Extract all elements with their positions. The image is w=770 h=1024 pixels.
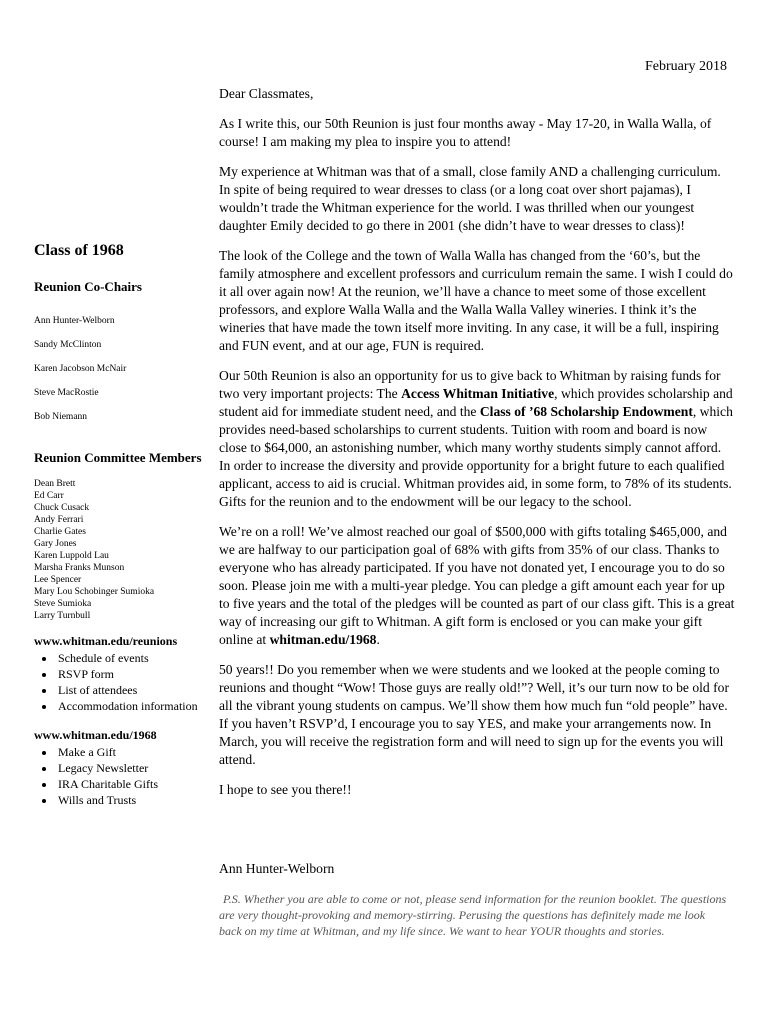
paragraph-text: Our 50th Reunion is also an opportunity for us to give back to Whitman by raising funds for two very important projects: The xyxy=(219,368,721,401)
paragraph xyxy=(219,367,735,511)
reunions-list xyxy=(34,650,204,714)
class-68-scholarship-endowment: Class of ’68 Scholarship Endowment xyxy=(479,404,693,419)
reunions-item: • Accommodation information xyxy=(56,698,204,714)
cochair-name: Ann Hunter-Welborn xyxy=(34,316,115,326)
committee-member: Gary Jones xyxy=(34,539,77,549)
reunions-item: • Schedule of events xyxy=(56,650,204,666)
class-link-item: • Wills and Trusts xyxy=(56,792,204,808)
paragraph: As I write this, our 50th Reunion is just four months away - May 17-20, in Walla Walla, of course! I am making my plea to inspire you to attend! xyxy=(219,116,712,149)
cochairs-list xyxy=(34,309,204,429)
class-link-item: • Make a Gift xyxy=(56,744,204,760)
committee-member: Mary Lou Schobinger Sumioka xyxy=(34,587,155,597)
committee-member: Karen Luppold Lau xyxy=(34,551,109,561)
closing: I hope to see you there!! xyxy=(219,782,352,797)
gift-link[interactable]: whitman.edu/1968 xyxy=(269,632,377,647)
committee-list xyxy=(34,478,204,622)
committee-member: Larry Turnbull xyxy=(34,611,91,621)
reunions-item: • RSVP form xyxy=(56,666,204,682)
paragraph-text: , which provides need-based scholarships to current students. Tuition with room and board is now close to $64,000, an astonishing number, which many worthy students simply cannot afford. In order to increase the diversity and provide opportunity for a bright future to each qualified applicant, access to aid is crucial. Whitman provides aid, in some form, to 78% of its students. Gifts for the reunion and to the endowment will be our legacy to the school. xyxy=(219,404,733,509)
committee-member: Charlie Gates xyxy=(34,527,86,537)
cochair-name: Sandy McClinton xyxy=(34,340,102,350)
sidebar xyxy=(34,242,204,808)
committee-member: Chuck Cusack xyxy=(34,503,90,513)
cochair-name: Bob Niemann xyxy=(34,412,88,422)
class-link-item: • IRA Charitable Gifts xyxy=(56,776,204,792)
paragraph: The look of the College and the town of Walla Walla has changed from the ‘60’s, but the family atmosphere and excellent professors and curriculum remain the same. I wish I could do it all over again now! At the reunion, we’ll have a chance to meet some of those excellent professors, and explore Walla Walla and the Walla Walla Valley wineries. I think it’s the wineries that have made the town itself more inviting. In any case, it will be a full, inspiring and FUN event, and at our age, FUN is required. xyxy=(219,248,733,353)
signature: Ann Hunter-Welborn xyxy=(219,861,335,876)
committee-member: Marsha Franks Munson xyxy=(34,563,125,573)
committee-member: Steve Sumioka xyxy=(34,599,92,609)
greeting: Dear Classmates, xyxy=(219,86,314,101)
cochair-name: Steve MacRostie xyxy=(34,388,99,398)
committee-member: Ed Carr xyxy=(34,491,64,501)
paragraph-text: , which provides scholarship and student aid for immediate student need, and the xyxy=(219,386,733,419)
class-link-list xyxy=(34,744,204,808)
reunions-item: • List of attendees xyxy=(56,682,204,698)
committee-member: Andy Ferrari xyxy=(34,515,84,525)
committee-member: Dean Brett xyxy=(34,479,76,489)
committee-member: Lee Spencer xyxy=(34,575,82,585)
letter-date: February 2018 xyxy=(644,59,727,74)
paragraph-text: We’re on a roll! We’ve almost reached our goal of $500,000 with gifts totaling $465,000, and we are halfway to our participation goal of 68% with gifts from 35% of our class. Thanks to everyone who has already participated. If you have not donated yet, I encourage you to do so soon. Please join me with a multi-year pledge. You can pledge a gift amount each year for up to five years and the total of the pledges will be counted as part of our class gift. This is a great way of increasing our gift to Whitman. A gift form is enclosed or you can make your gift online at xyxy=(219,524,735,647)
cochairs-heading: Reunion Co-Chairs xyxy=(34,279,142,294)
letter-body xyxy=(219,85,735,811)
committee-heading: Reunion Committee Members xyxy=(34,450,202,465)
paragraph-text: . xyxy=(376,632,380,647)
access-whitman-initiative: Access Whitman Initiative xyxy=(401,386,555,401)
paragraph: 50 years!! Do you remember when we were students and we looked at the people coming to reunions and thought “Wow! Those guys are really old!”? Well, it’s our turn now to be old for all the vibrant young students on campus. We’ll show them how much fun “old people” have. If you haven’t RSVP’d, I encourage you to say YES, and make your arrangements now. In March, you will receive the registration form and will need to sign up for the events you will attend. xyxy=(219,662,729,767)
class-link-item: • Legacy Newsletter xyxy=(56,760,204,776)
class-link[interactable]: www.whitman.edu/1968 xyxy=(34,728,157,742)
cochair-name: Karen Jacobson McNair xyxy=(34,364,127,374)
paragraph xyxy=(219,523,735,649)
class-title: Class of 1968 xyxy=(34,242,124,259)
reunions-link[interactable]: www.whitman.edu/reunions xyxy=(34,634,178,648)
postscript: P.S. Whether you are able to come or not, please send information for the reunion booklet. The questions are very thought-provoking and memory-stirring. Perusing the questions has definitely made me look back on my time at Whitman, and my life since. We want to hear YOUR thoughts and stories. xyxy=(219,892,727,938)
paragraph: My experience at Whitman was that of a small, close family AND a challenging curriculum. In spite of being required to wear dresses to class (or a long coat over short pajamas), I wouldn’t trade the Whitman experience for the world. I was thrilled when our youngest daughter Emily decided to go there in 2001 (she didn’t have to wear dresses to class)! xyxy=(219,164,721,233)
